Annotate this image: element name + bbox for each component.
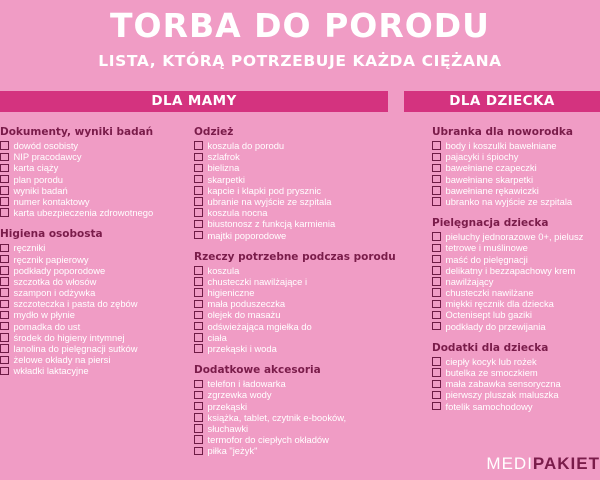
checklist-item <box>194 332 404 343</box>
checklist-item-label: fotelik samochodowy <box>445 400 533 412</box>
checkbox[interactable] <box>432 153 441 162</box>
checklist-item-label: bawełniane czapeczki <box>445 162 537 174</box>
checklist-item-label: przekąski i woda <box>207 343 277 354</box>
checklist-section <box>432 340 600 412</box>
checkbox[interactable] <box>0 175 9 184</box>
checklist-item <box>194 412 404 423</box>
checklist-item <box>432 140 600 151</box>
checklist-item <box>194 287 404 298</box>
checklist-item-label: chusteczki nawilżające i <box>207 275 308 287</box>
checkbox[interactable] <box>194 231 203 240</box>
checklist-item-label: słuchawki <box>207 422 249 434</box>
checkbox[interactable] <box>194 391 203 400</box>
checklist-item-label: telefon i ładowarka <box>207 378 286 390</box>
checkbox[interactable] <box>0 300 9 309</box>
checklist-item <box>194 218 404 229</box>
checkbox[interactable] <box>194 141 203 150</box>
checklist-item <box>0 162 185 173</box>
checkbox[interactable] <box>432 357 441 366</box>
checklist-item <box>432 151 600 162</box>
checklist-item-label: zgrzewka wody <box>207 389 272 401</box>
checkbox[interactable] <box>0 164 9 173</box>
checklist-item <box>432 276 600 287</box>
checklist-section <box>0 124 185 218</box>
checklist-item <box>194 423 404 434</box>
checkbox[interactable] <box>194 413 203 422</box>
checklist-item-label: pierwszy pluszak maluszka <box>445 389 559 401</box>
checklist-item-label: szlafrok <box>207 151 240 163</box>
checkbox[interactable] <box>0 277 9 286</box>
checklist-item-label: pieluchy jednorazowe 0+, pielusz <box>445 231 584 243</box>
checkbox[interactable] <box>432 311 441 320</box>
checkbox[interactable] <box>0 322 9 331</box>
checklist-item <box>432 265 600 276</box>
checklist-item <box>0 196 185 207</box>
checkbox[interactable] <box>194 208 203 217</box>
checklist-section <box>432 124 600 207</box>
checklist-item-label: maść do pielęgnacji <box>445 253 528 265</box>
checkbox[interactable] <box>194 220 203 229</box>
checklist-item <box>194 185 404 196</box>
checklist-item <box>432 401 600 412</box>
section-title: Dodatki dla dziecka <box>432 341 549 354</box>
checklist-item <box>194 401 404 412</box>
checklist-item-label: koszula do porodu <box>207 140 285 151</box>
checklist-item-label: ręcznik papierowy <box>13 253 89 265</box>
checkbox[interactable] <box>432 255 441 264</box>
checklist-item <box>0 354 185 365</box>
checklist-item <box>194 276 404 287</box>
checkbox[interactable] <box>0 255 9 264</box>
checklist-item-label: mała poduszeczka <box>207 298 286 310</box>
checklist-item-label: ubranko na wyjście ze szpitala <box>445 195 573 207</box>
checkbox[interactable] <box>432 368 441 377</box>
checklist-item-label: NIP pracodawcy <box>13 151 82 163</box>
checklist-item-label: bielizna <box>207 162 240 174</box>
checklist-item-label: bawełniane rękawiczki <box>445 184 539 196</box>
checklist-item-label: ciała <box>207 331 227 343</box>
checklist-item <box>194 298 404 309</box>
checklist-item <box>194 162 404 173</box>
checklist-item-label: koszula nocna <box>207 207 268 219</box>
checklist-item <box>0 254 185 265</box>
checkbox[interactable] <box>194 266 203 275</box>
checkbox[interactable] <box>432 277 441 286</box>
checkbox[interactable] <box>432 197 441 206</box>
checklist-item-label: wkładki laktacyjne <box>13 365 89 377</box>
checkbox[interactable] <box>432 380 441 389</box>
checklist-item-label: higieniczne <box>207 287 255 299</box>
checklist-item-label: szczotka do włosów <box>13 275 97 287</box>
checklist-section <box>194 362 404 456</box>
section-title: Rzeczy potrzebne podczas porodu <box>194 250 396 263</box>
checklist-item <box>194 230 404 241</box>
checkbox[interactable] <box>194 424 203 433</box>
checklist-item <box>194 196 404 207</box>
checklist-item <box>432 321 600 332</box>
checkbox[interactable] <box>194 333 203 342</box>
checklist-item <box>0 332 185 343</box>
checklist-item <box>0 276 185 287</box>
checklist-item <box>0 309 185 320</box>
checklist-item-label: przekąski <box>207 400 248 412</box>
checklist-item <box>432 298 600 309</box>
checkbox[interactable] <box>432 288 441 297</box>
checkbox[interactable] <box>0 197 9 206</box>
checklist-item-label: olejek do masażu <box>207 309 281 321</box>
checklist-item-label: żelowe okłady na piersi <box>13 354 111 366</box>
checklist-item-label: wyniki badań <box>13 184 68 196</box>
checklist-section <box>432 215 600 332</box>
checklist-item-label: szampon i odżywka <box>13 287 96 299</box>
checkbox[interactable] <box>0 333 9 342</box>
checklist-item-label: ubranie na wyjście ze szpitala <box>207 195 332 207</box>
checklist-item-label: koszula <box>207 264 240 276</box>
column-mama-left <box>0 124 185 385</box>
checklist-item <box>432 389 600 400</box>
brand-logo-part1: MEDI <box>486 454 533 473</box>
checkbox[interactable] <box>194 380 203 389</box>
checklist-item <box>0 287 185 298</box>
checklist-item-label: mydło w płynie <box>13 309 75 321</box>
checkbox[interactable] <box>194 186 203 195</box>
section-band-mama: DLA MAMY <box>0 91 388 112</box>
checkbox[interactable] <box>194 322 203 331</box>
checkbox[interactable] <box>432 164 441 173</box>
checklist-item <box>432 196 600 207</box>
checkbox[interactable] <box>432 402 441 411</box>
checklist-item <box>0 151 185 162</box>
checklist-item-label: ręczniki <box>13 242 46 254</box>
checklist-item <box>432 242 600 253</box>
checklist-item <box>194 151 404 162</box>
checklist-item-label: książka, tablet, czytnik e-booków, <box>207 411 347 423</box>
checkbox[interactable] <box>432 141 441 150</box>
checklist-item-label: podkłady do przewijania <box>445 320 546 332</box>
checklist-item-label: ciepły kocyk lub rożek <box>445 355 537 367</box>
checkbox[interactable] <box>0 266 9 275</box>
checkbox[interactable] <box>0 367 9 376</box>
checklist-item <box>432 378 600 389</box>
checkbox[interactable] <box>432 300 441 309</box>
checkbox[interactable] <box>0 141 9 150</box>
checkbox[interactable] <box>432 175 441 184</box>
checkbox[interactable] <box>194 288 203 297</box>
checklist-item-label: majtki poporodowe <box>207 229 287 241</box>
checklist-item-label: środek do higieny intymnej <box>13 331 125 343</box>
checklist-item-label: szczoteczka i pasta do zębów <box>13 298 138 310</box>
checklist-item-label: dowód osobisty <box>13 140 79 151</box>
column-mama-right <box>194 124 404 465</box>
checklist-item <box>432 185 600 196</box>
checklist-item <box>432 356 600 367</box>
checklist-item <box>432 309 600 320</box>
checklist-item <box>194 343 404 354</box>
checkbox[interactable] <box>194 447 203 456</box>
section-band-dziecko: DLA DZIECKA <box>404 91 600 112</box>
checkbox[interactable] <box>194 402 203 411</box>
checklist-item-label: piłka "jeżyk" <box>207 445 258 457</box>
checklist-item <box>194 378 404 389</box>
checkbox[interactable] <box>0 153 9 162</box>
checkbox[interactable] <box>0 311 9 320</box>
checklist-item <box>194 321 404 332</box>
checklist-item-label: plan porodu <box>13 173 64 185</box>
checkbox[interactable] <box>0 356 9 365</box>
checklist-item-label: podkłady poporodowe <box>13 264 106 276</box>
checkbox[interactable] <box>0 208 9 217</box>
checklist-item-label: karta ubezpieczenia zdrowotnego <box>13 207 154 219</box>
checkbox[interactable] <box>432 266 441 275</box>
checkbox[interactable] <box>432 232 441 241</box>
checkbox[interactable] <box>432 322 441 331</box>
checklist-item <box>432 174 600 185</box>
section-title: Pielęgnacja dziecka <box>432 217 549 230</box>
checklist-item-label: nawilżający <box>445 275 494 287</box>
checklist-item-label: tetrowe i muślinowe <box>445 242 528 254</box>
checklist-section <box>0 226 185 376</box>
checklist-item <box>194 434 404 445</box>
checklist-item-label: chusteczki nawilżane <box>445 287 534 299</box>
checklist-item-label: delikatny i bezzapachowy krem <box>445 264 576 276</box>
checklist-item <box>194 265 404 276</box>
checklist-item-label: odświeżająca mgiełka do <box>207 320 312 332</box>
section-title: Odzież <box>194 126 234 138</box>
checklist-item-label: pomadka do ust <box>13 320 81 332</box>
checklist-item <box>0 207 185 218</box>
checklist-item-label: butelka ze smoczkiem <box>445 367 538 378</box>
checklist-item <box>0 321 185 332</box>
checklist-item-label: mała zabawka sensoryczna <box>445 378 561 390</box>
checklist-item-label: karta ciąży <box>13 162 59 174</box>
checklist-item <box>432 287 600 298</box>
checkbox[interactable] <box>194 175 203 184</box>
checkbox[interactable] <box>0 344 9 353</box>
checklist-item-label: miękki ręcznik dla dziecka <box>445 298 554 310</box>
checklist-item-label: skarpetki <box>207 173 246 185</box>
checklist-item-label: pajacyki i śpiochy <box>445 151 519 163</box>
section-title: Ubranka dla noworodka <box>432 126 573 138</box>
checkbox[interactable] <box>194 344 203 353</box>
checkbox[interactable] <box>194 164 203 173</box>
brand-logo <box>486 454 600 474</box>
checklist-item <box>0 265 185 276</box>
checklist-item <box>0 174 185 185</box>
checklist-item-label: biustonosz z funkcją karmienia <box>207 218 336 230</box>
checklist-item-label: termofor do ciepłych okładów <box>207 434 329 446</box>
checkbox[interactable] <box>194 435 203 444</box>
checklist-item <box>194 389 404 400</box>
checkbox[interactable] <box>194 277 203 286</box>
checklist-item-label: lanolina do pielęgnacji sutków <box>13 343 138 354</box>
checklist-item-label: kapcie i klapki pod prysznic <box>207 184 322 196</box>
checklist-item <box>194 445 404 456</box>
checkbox[interactable] <box>0 186 9 195</box>
checklist-item <box>0 365 185 376</box>
checkbox[interactable] <box>0 288 9 297</box>
checkbox[interactable] <box>194 197 203 206</box>
section-title: Dokumenty, wyniki badań <box>0 126 154 138</box>
checklist-item <box>0 185 185 196</box>
page-subtitle: LISTA, KTÓRĄ POTRZEBUJE KAŻDA CIĘŻANA <box>98 52 502 70</box>
checklist-item <box>432 367 600 378</box>
checklist-item-label: numer kontaktowy <box>13 195 90 207</box>
checklist-item <box>0 242 185 253</box>
checklist-item <box>0 140 185 151</box>
column-dziecko <box>432 124 600 420</box>
checklist-item <box>432 162 600 173</box>
checkbox[interactable] <box>194 153 203 162</box>
checklist-item <box>0 343 185 354</box>
checklist-item <box>194 174 404 185</box>
page-title: TORBA DO PORODU <box>110 6 490 45</box>
checklist-section <box>194 124 404 241</box>
checkbox[interactable] <box>432 244 441 253</box>
checkbox[interactable] <box>432 186 441 195</box>
checklist-item <box>432 254 600 265</box>
checklist-item <box>194 309 404 320</box>
checkbox[interactable] <box>432 391 441 400</box>
checklist-item-label: Octenisept lub gaziki <box>445 309 533 321</box>
checkbox[interactable] <box>0 244 9 253</box>
checklist-item-label: bawełniane skarpetki <box>445 173 534 185</box>
checkbox[interactable] <box>194 311 203 320</box>
checklist-item <box>432 231 600 242</box>
checklist-item-label: body i koszulki bawełniane <box>445 140 557 151</box>
section-title: Higiena osobosta <box>0 228 103 241</box>
checklist-item <box>194 207 404 218</box>
checklist-item <box>194 140 404 151</box>
checklist-item <box>0 298 185 309</box>
checklist-section <box>194 249 404 355</box>
section-title: Dodatkowe akcesoria <box>194 364 321 377</box>
checkbox[interactable] <box>194 300 203 309</box>
brand-logo-part2: PAKIET <box>532 454 600 473</box>
